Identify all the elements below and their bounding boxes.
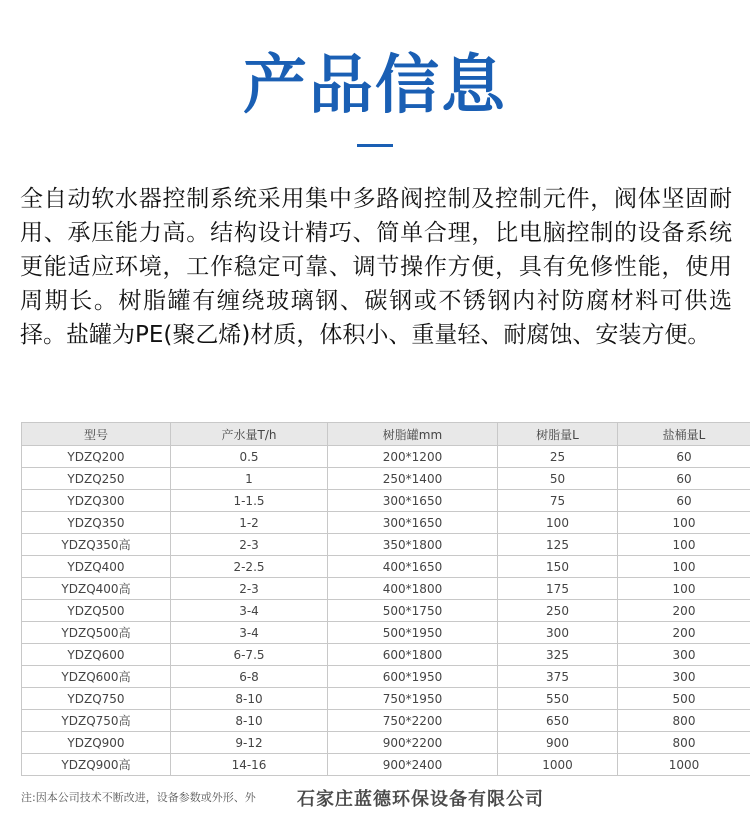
footnote: 注:因本公司技术不断改进，设备参数或外形、外: [21, 791, 256, 804]
cell-resin-volume: 550: [498, 688, 618, 710]
table-row: [22, 666, 750, 688]
cell-output: 14-16: [171, 754, 328, 776]
cell-salt-tank: 60: [618, 446, 750, 468]
header-salt-tank: 盐桶量L: [618, 423, 750, 446]
page-title: 产品信息: [243, 49, 507, 123]
company-watermark: 石家庄蓝德环保设备有限公司: [297, 789, 544, 810]
cell-resin-tank: 750*1950: [328, 688, 498, 710]
cell-salt-tank: 500: [618, 688, 750, 710]
cell-model: YDZQ750高: [22, 710, 171, 732]
cell-salt-tank: 100: [618, 556, 750, 578]
cell-model: YDZQ750: [22, 688, 171, 710]
table-row: [22, 600, 750, 622]
cell-model: YDZQ400: [22, 556, 171, 578]
cell-model: YDZQ250: [22, 468, 171, 490]
cell-resin-tank: 600*1950: [328, 666, 498, 688]
table-row: [22, 578, 750, 600]
cell-resin-tank: 300*1650: [328, 512, 498, 534]
cell-salt-tank: 100: [618, 512, 750, 534]
cell-resin-volume: 325: [498, 644, 618, 666]
cell-resin-volume: 900: [498, 732, 618, 754]
table-row: [22, 732, 750, 754]
cell-model: YDZQ350高: [22, 534, 171, 556]
table-row: [22, 468, 750, 490]
cell-resin-volume: 25: [498, 446, 618, 468]
cell-model: YDZQ200: [22, 446, 171, 468]
cell-resin-volume: 1000: [498, 754, 618, 776]
cell-resin-volume: 125: [498, 534, 618, 556]
cell-output: 2-2.5: [171, 556, 328, 578]
header-resin-volume: 树脂量L: [498, 423, 618, 446]
title-underline: [357, 144, 393, 147]
cell-resin-volume: 375: [498, 666, 618, 688]
cell-resin-volume: 175: [498, 578, 618, 600]
cell-salt-tank: 200: [618, 600, 750, 622]
cell-model: YDZQ900高: [22, 754, 171, 776]
cell-salt-tank: 100: [618, 578, 750, 600]
cell-resin-volume: 150: [498, 556, 618, 578]
cell-resin-tank: 900*2200: [328, 732, 498, 754]
cell-resin-tank: 750*2200: [328, 710, 498, 732]
product-description: 全自动软水器控制系统采用集中多路阀控制及控制元件，阀体坚固耐用、承压能力高。结构设计精巧、简单合理，比电脑控制的设备系统更能适应环境，工作稳定可靠、调节操作方便，具有免修性能，使用周期长。树脂罐有缠绕玻璃钢、碳钢或不锈钢内衬防腐材料可供选择。盐罐为PE(聚乙烯)材质，体积小、重量轻、耐腐蚀、安装方便。: [20, 186, 732, 348]
cell-salt-tank: 1000: [618, 754, 750, 776]
cell-output: 8-10: [171, 688, 328, 710]
cell-salt-tank: 200: [618, 622, 750, 644]
spec-table: [21, 422, 750, 776]
cell-salt-tank: 300: [618, 644, 750, 666]
cell-output: 8-10: [171, 710, 328, 732]
header-model: 型号: [22, 423, 171, 446]
cell-output: 6-7.5: [171, 644, 328, 666]
cell-resin-tank: 250*1400: [328, 468, 498, 490]
cell-model: YDZQ300: [22, 490, 171, 512]
cell-model: YDZQ900: [22, 732, 171, 754]
cell-model: YDZQ600高: [22, 666, 171, 688]
table-header-row: [22, 423, 750, 446]
table-row: [22, 512, 750, 534]
table-row: [22, 754, 750, 776]
cell-resin-tank: 350*1800: [328, 534, 498, 556]
header-resin-tank: 树脂罐mm: [328, 423, 498, 446]
cell-resin-tank: 500*1950: [328, 622, 498, 644]
cell-salt-tank: 60: [618, 490, 750, 512]
table-row: [22, 710, 750, 732]
cell-output: 2-3: [171, 578, 328, 600]
cell-model: YDZQ350: [22, 512, 171, 534]
table-row: [22, 556, 750, 578]
cell-output: 6-8: [171, 666, 328, 688]
cell-salt-tank: 800: [618, 710, 750, 732]
table-row: [22, 490, 750, 512]
cell-resin-volume: 250: [498, 600, 618, 622]
cell-model: YDZQ600: [22, 644, 171, 666]
cell-resin-volume: 75: [498, 490, 618, 512]
cell-output: 1: [171, 468, 328, 490]
cell-resin-tank: 400*1800: [328, 578, 498, 600]
cell-output: 9-12: [171, 732, 328, 754]
cell-model: YDZQ400高: [22, 578, 171, 600]
cell-resin-volume: 50: [498, 468, 618, 490]
table-row: [22, 534, 750, 556]
cell-resin-volume: 300: [498, 622, 618, 644]
cell-resin-volume: 100: [498, 512, 618, 534]
cell-output: 1-1.5: [171, 490, 328, 512]
cell-salt-tank: 60: [618, 468, 750, 490]
cell-output: 0.5: [171, 446, 328, 468]
cell-model: YDZQ500: [22, 600, 171, 622]
cell-output: 3-4: [171, 622, 328, 644]
cell-resin-tank: 300*1650: [328, 490, 498, 512]
cell-resin-tank: 200*1200: [328, 446, 498, 468]
cell-output: 3-4: [171, 600, 328, 622]
table-row: [22, 644, 750, 666]
cell-salt-tank: 100: [618, 534, 750, 556]
cell-resin-tank: 900*2400: [328, 754, 498, 776]
spec-table-container: [21, 422, 750, 776]
cell-model: YDZQ500高: [22, 622, 171, 644]
table-row: [22, 622, 750, 644]
cell-resin-tank: 500*1750: [328, 600, 498, 622]
cell-resin-tank: 600*1800: [328, 644, 498, 666]
cell-output: 2-3: [171, 534, 328, 556]
cell-output: 1-2: [171, 512, 328, 534]
table-row: [22, 688, 750, 710]
cell-salt-tank: 800: [618, 732, 750, 754]
cell-resin-tank: 400*1650: [328, 556, 498, 578]
table-row: [22, 446, 750, 468]
header-output: 产水量T/h: [171, 423, 328, 446]
cell-resin-volume: 650: [498, 710, 618, 732]
cell-salt-tank: 300: [618, 666, 750, 688]
